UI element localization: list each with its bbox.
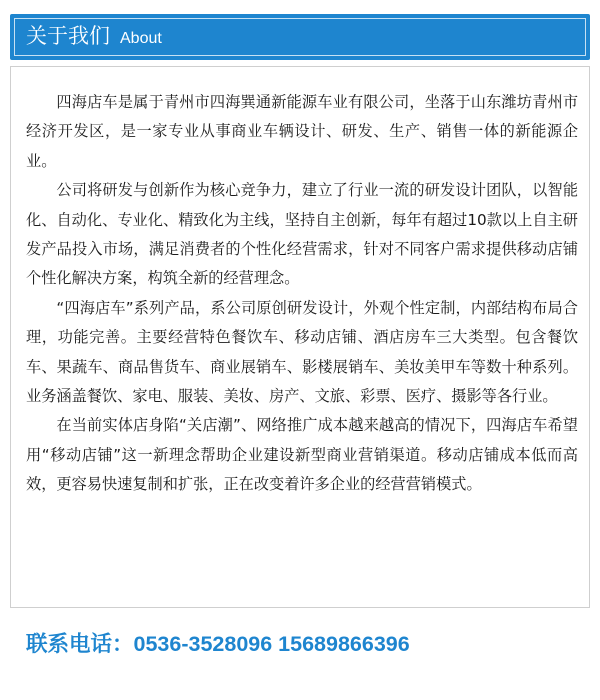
- paragraph-products: “四海店车”系列产品，系公司原创研发设计，外观个性定制，内部结构布局合理，功能完善。主要经营特色餐饮车、移动店铺、酒店房车三大类型。包含餐饮车、果蔬车、商品售货车、商业展销车、影楼展销车、美妆美甲车等数十种系列。业务涵盖餐饮、家电、服装、美妆、房产、文旅、彩票、医疗、摄影等各行业。: [26, 298, 578, 406]
- paragraph-rnd: 公司将研发与创新作为核心竞争力，建立了行业一流的研发设计团队，以智能化、自动化、专业化、精致化为主线，坚持自主创新，每年有超过10款以上自主研发产品投入市场，满足消费者的个性化经营需求，针对不同客户需求提供移动店铺个性化解决方案，构筑全新的经营理念。: [26, 181, 578, 288]
- paragraph-mobile-store: 在当前实体店身陷“关店潮”、网络推广成本越来越高的情况下，四海店车希望用“移动店铺”这一新理念帮助企业建设新型商业营销渠道。移动店铺成本低而高效，更容易快速复制和扩张，正在改变着许多企业的经营营销模式。: [26, 416, 578, 494]
- section-title-cn: 关于我们: [26, 24, 110, 48]
- section-title-en: About: [120, 30, 162, 47]
- paragraph-intro: 四海店车是属于青州市四海巽通新能源车业有限公司，坐落于山东潍坊青州市经济开发区，是一家专业从事商业车辆设计、研发、生产、销售一体的新能源企业。: [26, 93, 578, 170]
- contact-label: 联系电话：: [26, 632, 134, 657]
- about-body: [26, 88, 578, 500]
- section-header: [10, 14, 590, 60]
- contact-phones[interactable]: 0536-3528096 15689866396: [133, 632, 410, 656]
- section-title: [26, 22, 162, 53]
- contact-line: [26, 628, 410, 661]
